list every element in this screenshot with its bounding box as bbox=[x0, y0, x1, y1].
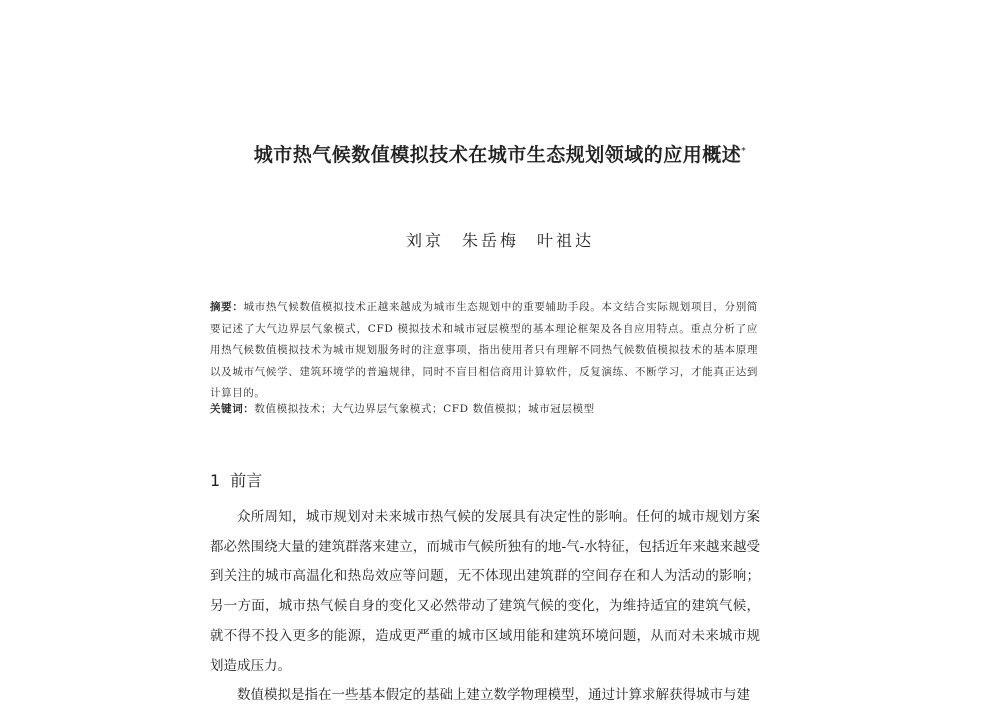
keywords-text: 数值模拟技术；大气边界层气象模式；CFD 数值模拟；城市冠层模型 bbox=[254, 403, 595, 415]
author-name: 刘京 bbox=[405, 231, 444, 250]
section-title: 前言 bbox=[230, 471, 263, 490]
keywords-label: 关键词： bbox=[210, 403, 255, 415]
section-number: 1 bbox=[210, 471, 221, 490]
keywords bbox=[210, 400, 758, 418]
author-name: 叶祖达 bbox=[537, 231, 595, 250]
abstract-label: 摘要： bbox=[210, 301, 244, 313]
author-name: 朱岳梅 bbox=[461, 231, 519, 250]
title-footnote-mark: * bbox=[741, 146, 747, 157]
paper-title bbox=[150, 140, 850, 167]
author-list bbox=[150, 228, 850, 251]
paper-title-text: 城市热气候数值模拟技术在城市生态规划领域的应用概述 bbox=[253, 144, 742, 166]
body-paragraph: 数值模拟是指在一些基本假定的基础上建立数学物理模型，通过计算求解获得城市与建 bbox=[237, 687, 750, 704]
body-paragraph: 众所周知，城市规划对未来城市热气候的发展具有决定性的影响。任何的城市规划方案都必然围绕大量的建筑群落来建立，而城市气候所独有的地-气-水特征，包括近年来越来越受到关注的城市高温化和热岛效应等问题，无不体现出建筑群的空间存在和人为活动的影响；另一方面，城市热气候自身的变化又必然带动了建筑气候的变化，为维持适宜的建筑气候，就不得不投入更多的能源，造成更严重的城市区域用能和建筑环境问题，从而对未来城市规划造成压力。 bbox=[210, 509, 760, 674]
body-text bbox=[210, 503, 760, 711]
abstract-text: 城市热气候数值模拟技术正越来越成为城市生态规划中的重要辅助手段。本文结合实际规划项目，分别简要记述了大气边界层气象模式，CFD 模拟技术和城市冠层模型的基本理论框架及各自应用特点。重点分析了应用热气候数值模拟技术为城市规划服务时的注意事项，指出使用者只有理解不同热气候数值模拟技术的基本原理以及城市气候学、建筑环境学的普遍规律，同时不盲目相信商用计算软件，反复演练、不断学习，才能真正达到计算目的。 bbox=[210, 301, 758, 399]
abstract bbox=[210, 297, 758, 405]
section-heading bbox=[210, 468, 262, 491]
